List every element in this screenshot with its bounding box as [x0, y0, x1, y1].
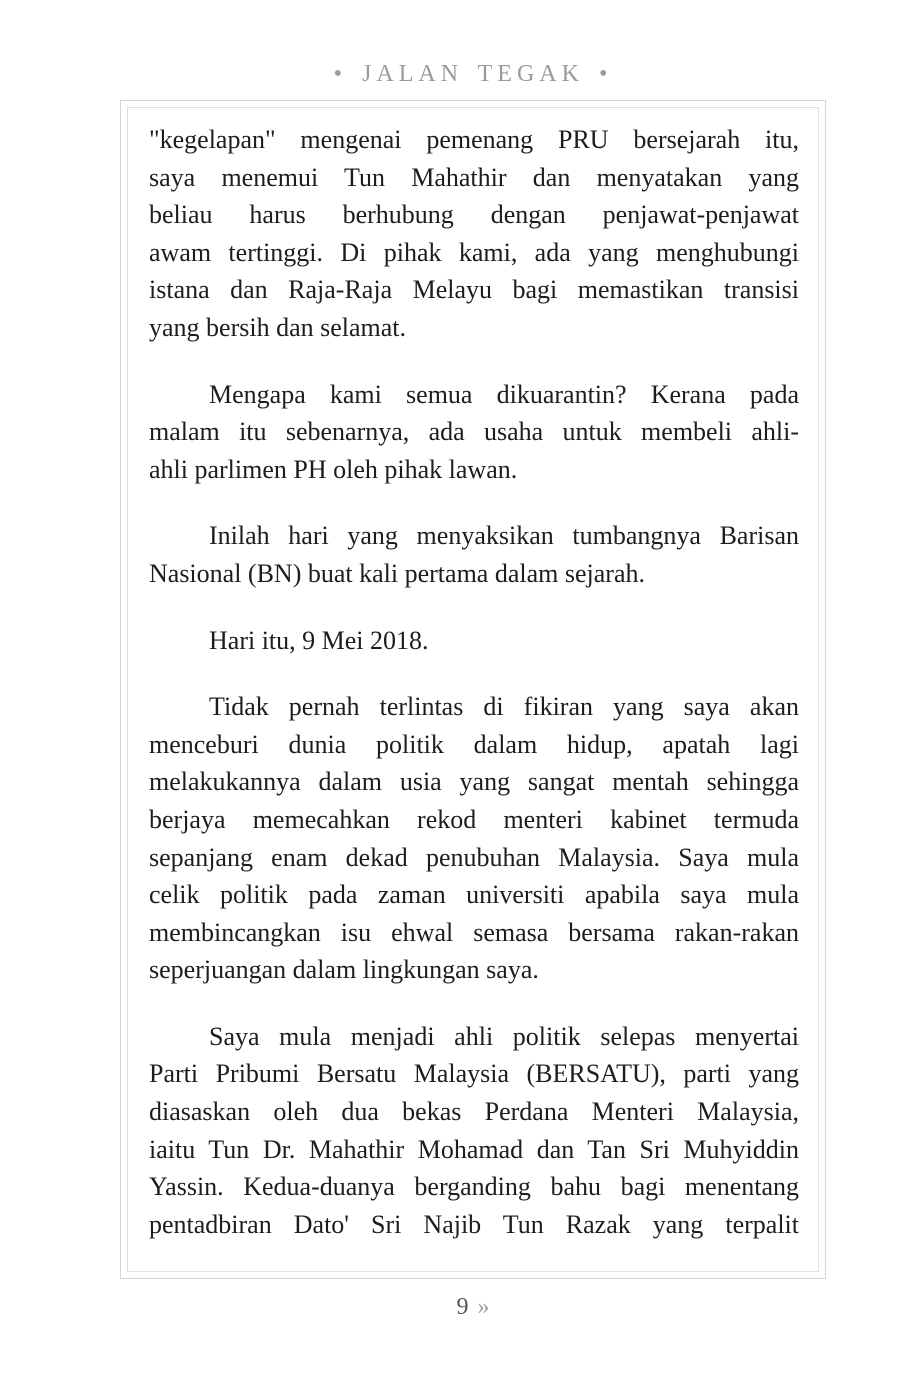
- paragraph-line: malam itu sebenarnya, ada usaha untuk membeli ahli-: [149, 417, 799, 447]
- paragraph-line: Inilah hari yang menyaksikan tumbangnya Barisan: [209, 521, 799, 551]
- running-header: • JALAN TEGAK •: [333, 61, 613, 87]
- paragraph-line: istana dan Raja-Raja Melayu bagi memastikan transisi: [149, 275, 799, 305]
- paragraph-line: awam tertinggi. Di pihak kami, ada yang menghubungi: [149, 237, 799, 267]
- paragraph-line: Hari itu, 9 Mei 2018.: [209, 625, 429, 655]
- paragraph-line: melakukannya dalam usia yang sangat mentah sehingga: [149, 767, 799, 797]
- paragraph-line: sepanjang enam dekad penubuhan Malaysia. Saya mula: [149, 842, 799, 872]
- paragraph-line: "kegelapan" mengenai pemenang PRU bersejarah itu,: [149, 125, 799, 154]
- paragraph-line: menceburi dunia politik dalam hidup, apatah lagi: [149, 729, 799, 759]
- paragraph: [149, 376, 799, 489]
- book-page-frame: [120, 100, 826, 1279]
- paragraph: [149, 1018, 799, 1244]
- paragraph-line: saya menemui Tun Mahathir dan menyatakan yang: [149, 162, 799, 192]
- paragraph-line: pentadbiran Dato' Sri Najib Tun Razak yang terpalit: [149, 1209, 799, 1239]
- paragraph-line: Tidak pernah terlintas di fikiran yang saya akan: [209, 692, 799, 722]
- paragraph-line: iaitu Tun Dr. Mahathir Mohamad dan Tan Sri Muhyiddin: [149, 1134, 799, 1164]
- page-number: 9: [456, 1294, 469, 1320]
- paragraph-line: yang bersih dan selamat.: [149, 312, 407, 342]
- paragraph-line: seperjuangan dalam lingkungan saya.: [149, 955, 539, 985]
- paragraph: [149, 121, 799, 347]
- paragraph-line: Mengapa kami semua dikuarantin? Kerana pada: [209, 379, 799, 409]
- page-navigation: [120, 1290, 826, 1324]
- paragraph-line: berjaya memecahkan rekod menteri kabinet termuda: [149, 804, 799, 834]
- paragraph-line: Yassin. Kedua-duanya berganding bahu bagi menentang: [149, 1172, 799, 1202]
- paragraph-line: membincangkan isu ehwal semasa bersama rakan-rakan: [149, 917, 799, 947]
- book-page-text: [127, 107, 819, 1272]
- paragraph: [149, 688, 799, 989]
- paragraph: [149, 622, 799, 660]
- paragraph-line: Parti Pribumi Bersatu Malaysia (BERSATU), parti yang: [149, 1059, 799, 1089]
- paragraph-line: celik politik pada zaman universiti apabila saya mula: [149, 880, 799, 910]
- paragraph-line: ahli parlimen PH oleh pihak lawan.: [149, 454, 518, 484]
- paragraph: [149, 517, 799, 592]
- paragraph-line: diasaskan oleh dua bekas Perdana Menteri Malaysia,: [149, 1097, 799, 1127]
- next-page-icon[interactable]: »: [477, 1294, 490, 1320]
- paragraph-line: beliau harus berhubung dengan penjawat-penjawat: [149, 200, 799, 230]
- paragraph-line: Nasional (BN) buat kali pertama dalam sejarah.: [149, 558, 645, 588]
- paragraph-line: Saya mula menjadi ahli politik selepas menyertai: [209, 1021, 799, 1051]
